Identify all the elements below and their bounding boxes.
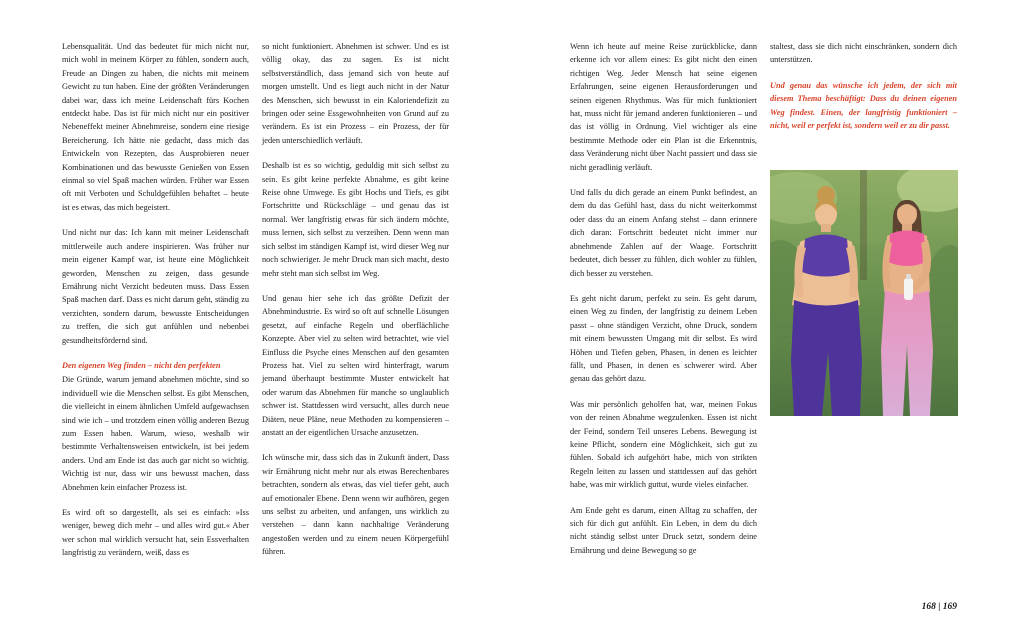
- body-paragraph: Was mir persönlich geholfen hat, war, meinen Fokus von der reinen Abnahme wegzulenken. Essen ist nicht der Feind, sondern Teil unseres Lebens. Bewegung ist keine Pflicht, sondern eine Möglichkeit, sich gut zu fühlen. Sobald ich aufgehört habe, mich von strikten Regeln leiten zu lassen und stattdessen auf das gehört habe, was mir wirklich guttut, wurde vieles einfacher.: [570, 399, 757, 490]
- body-paragraph: Ich wünsche mir, dass sich das in Zukunft ändert, Dass wir Ernährung nicht mehr nur als etwas Berechenbares betrachten, sondern als etwas, das viel tiefer geht, auch auf emotionaler Ebene. Denn wenn wir aufhören, gegen uns selbst zu arbeiten, und anfangen, uns wirklich zu verstehen – dann kann nachhaltige Veränderung angestoßen werden und zu einem neuen Körpergefühl führen.: [262, 453, 449, 557]
- body-paragraph: Und nicht nur das: Ich kann mit meiner Leidenschaft mittlerweile auch andere inspirieren. Was früher nur mein eigener Kampf war, ist heute eine Möglichkeit geworden, Menschen zu zeigen, dass gesunde Ernährung nicht Verzicht bedeuten muss. Dass Essen Spaß machen darf. Dass es nicht darum geht, ständig zu verzichten, sondern darum, bewusste Entscheidungen zu treffen, die sich gut anfühlen und nebenbei gesundheitsfördernd sind.: [62, 228, 249, 345]
- left-page-column-1: [62, 40, 249, 560]
- body-paragraph: Und genau hier sehe ich das größte Defizit der Abnehmindustrie. Es wird so oft auf schnelle Lösungen gesetzt, auf einfache Regeln und oberflächliche Konzepte. Aber viel zu selten wird betrachtet, wie viel Einfluss die Psyche eines Menschen auf den gesamten Prozess hat. Viel zu selten wird hinterfragt, warum jemand überhaupt bestimmte Muster entwickelt hat oder warum das Abnehmen für manche so unglaublich schwer ist. Stattdessen wird versucht, alles durch neue Diäten, neue Pläne, neue Methoden zu kompensieren – anstatt an der eigentlichen Ursache anzusetzen.: [262, 293, 449, 437]
- body-paragraph: so nicht funktioniert. Abnehmen ist schwer. Und es ist völlig okay, das zu sagen. Es ist nicht selbstverständlich, dass jemand sich von heute auf morgen umstellt. Und es liegt auch nicht in der Natur des Menschen, sich bewusst in ein Kaloriendefizit zu bringen oder seine Essgewohnheiten von Grund auf zu verändern. Es ist ein Prozess – ein Prozess, der für jeden unterschiedlich verläuft.: [262, 42, 449, 145]
- right-page-column-2: [770, 40, 957, 132]
- section-heading: Den eigenen Weg finden – nicht den perfekten: [62, 360, 221, 370]
- body-paragraph: Und falls du dich gerade an einem Punkt befindest, an dem du das Gefühl hast, dass du nicht weiterkommst oder dass du an einem Anfang stehst – dann erinnere dich daran: Fortschritt bedeutet nicht immer nur abnehmende Zahlen auf der Waage. Fortschritt bedeutet, dich besser zu fühlen, dich wohler zu fühlen, dich besser zu verstehen.: [570, 188, 757, 278]
- body-paragraph: Es geht nicht darum, perfekt zu sein. Es geht darum, einen Weg zu finden, der langfristig zu deinem Leben passt – ohne ständigen Verzicht, ohne Druck, sondern mit einem bewussten Umgang mit dir selbst. Es wird Höhen und Tiefen geben, Phasen, in denen es leichter fällt, und Phasen, in denen es schwerer wird. Aber genau das gehört dazu.: [570, 293, 757, 384]
- left-page-column-2: [262, 40, 449, 559]
- right-page-column-1: [570, 40, 757, 557]
- two-women-outdoor-photo: [770, 170, 958, 416]
- page-number: 168 | 169: [921, 602, 957, 612]
- body-paragraph: staltest, dass sie dich nicht einschränken, sondern dich unterstützen.: [770, 42, 957, 65]
- body-paragraph: Die Gründe, warum jemand abnehmen möchte, sind so individuell wie die Menschen selbst. Es gibt Menschen, die vielleicht in einem ähnlichen Umfeld aufgewachsen sind wie ich – und trotzdem einen völlig anderen Bezug zum Essen haben. Warum, wieso, weshalb wir bestimmte Verhaltensweisen entwickeln, ist bei jedem anders. Und am Ende ist das auch gar nicht so wichtig. Wichtig ist nur, dass wir uns bewusst machen, dass Abnehmen kein einfacher Prozess ist.: [62, 375, 249, 492]
- body-paragraph: Lebensqualität. Und das bedeutet für mich nicht nur, mich wohl in meinem Körper zu fühlen, sondern auch, Freude an Dingen zu haben, die nichts mit meinem Gewicht zu tun haben. Eine der größten Veränderungen dabei war, dass ich meine Leidenschaft fürs Kochen entdeckt habe. Das ist für mich nicht nur ein positiver Nebeneffekt meiner Abnehmreise, sondern eine riesige Bereicherung. Ich hätte nie gedacht, dass mich das Entwickeln von Rezepten, das Ausprobieren neuer Kombinationen und das bewusste Genießen von Essen einmal so viel Spaß machen würden. Früher war Essen oft mit Verboten und Schuldgefühlen behaftet – heute ist es etwas, das mich begeistert.: [62, 42, 249, 212]
- body-paragraph: Es wird oft so dargestellt, als sei es einfach: »Iss weniger, beweg dich mehr – und alles wird gut.« Aber wer schon mal wirklich versucht hat, sein Essverhalten langfristig zu verändern, weiß, dass es: [62, 508, 249, 558]
- body-paragraph: Wenn ich heute auf meine Reise zurückblicke, dann erkenne ich vor allem eines: Es gibt nicht den einen richtigen Weg. Jeder Mensch hat seine eigenen Erfahrungen, seine eigenen Herausforderungen und seinen eigenen Rhythmus. Was für mich funktioniert hat, muss nicht für jemand anderen funktionieren – und das ist völlig in Ordnung. Viel wichtiger als eine bestimmte Methode oder ein Plan ist die Erkenntnis, dass Veränderung nicht über Nacht passiert und dass sie nicht geradlinig verläuft.: [570, 42, 757, 172]
- highlight-paragraph: Und genau das wünsche ich jedem, der sich mit diesem Thema beschäftigt: Dass du deinen eigenen Weg findest. Einen, der langfristig funktioniert – nicht, weil er perfekt ist, sondern weil er zu dir passt.: [770, 80, 957, 131]
- body-paragraph: Am Ende geht es darum, einen Alltag zu schaffen, der sich für dich gut anfühlt. Ein Leben, in dem du dich nicht ständig selbst unter Druck setzt, sondern deine Ernährung und deine Bewegung so ge: [570, 505, 757, 555]
- photo-illustration: [770, 170, 958, 416]
- body-paragraph: Deshalb ist es so wichtig, geduldig mit sich selbst zu sein. Es gibt keine perfekte Abnahme, es gibt keine Reise ohne Umwege. Es gibt Hochs und Tiefs, es gibt Fortschritte und Rückschläge – und genau das ist normal. Wer langfristig etwas für sich ändern möchte, muss lernen, sich selbst zu verzeihen. Denn wenn man sich selbst im ständigen Kampf ist, wird dieser Weg nur noch schwieriger. Je mehr Druck man sich macht, desto mehr steht man sich selbst im Weg.: [262, 161, 449, 278]
